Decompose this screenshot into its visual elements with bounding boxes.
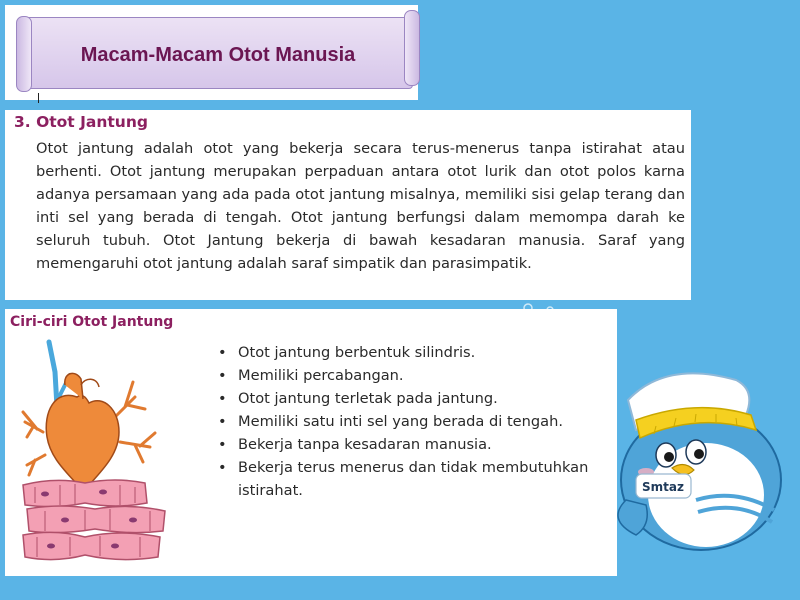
list-item	[218, 456, 613, 502]
ciri-list	[218, 341, 613, 502]
list-item	[218, 410, 613, 433]
section-heading: 3. Otot Jantung	[14, 113, 148, 131]
section-body-text: Otot jantung adalah otot yang bekerja secara terus-menerus tanpa istirahat atau berhenti. Otot jantung merupakan perpaduan antara otot lurik dan otot polos karna adanya persamaan yang ada pada otot jantung misalnya, memiliki sisi gelap terang dan inti sel yang berada di tengah. Otot jantung berfungsi dalam memompa darah ke seluruh tubuh. Otot Jantung bekerja di bawah kesadaran manusia. Saraf yang memengaruhi otot jantung adalah saraf simpatik dan parasimpatik.	[36, 140, 685, 272]
title-panel	[5, 5, 418, 100]
heart-muscle-illustration	[15, 337, 205, 572]
list-item-text: Memiliki satu inti sel yang berada di tengah.	[238, 413, 564, 430]
text-cursor	[38, 93, 39, 103]
list-item-text: Memiliki percabangan.	[238, 367, 404, 384]
ciri-ciri-panel	[5, 309, 617, 576]
mascot-badge	[636, 474, 691, 498]
bullet-icon: •	[218, 344, 227, 361]
list-item-text: Otot jantung terletak pada jantung.	[238, 390, 498, 407]
list-item-text: Bekerja tanpa kesadaran manusia.	[238, 436, 492, 453]
bullet-icon: •	[218, 413, 227, 430]
ciri-heading: Ciri-ciri Otot Jantung	[10, 314, 174, 330]
list-item	[218, 341, 613, 364]
list-item-text: Otot jantung berbentuk silindris.	[238, 344, 476, 361]
list-item	[218, 433, 613, 456]
bullet-icon: •	[218, 390, 227, 407]
bullet-icon: •	[218, 367, 227, 384]
bullet-icon: •	[218, 459, 227, 476]
bullet-icon: •	[218, 436, 227, 453]
slide-title: Macam-Macam Otot Manusia	[80, 44, 356, 66]
list-item-text: Bekerja terus menerus dan tidak membutuhkan istirahat.	[238, 459, 589, 499]
list-item	[218, 364, 613, 387]
list-item	[218, 387, 613, 410]
otot-jantung-panel	[5, 110, 691, 300]
penguin-mascot-icon	[606, 360, 800, 560]
title-scroll-banner	[23, 17, 413, 89]
mascot-badge-text: Smtaz	[642, 480, 684, 494]
